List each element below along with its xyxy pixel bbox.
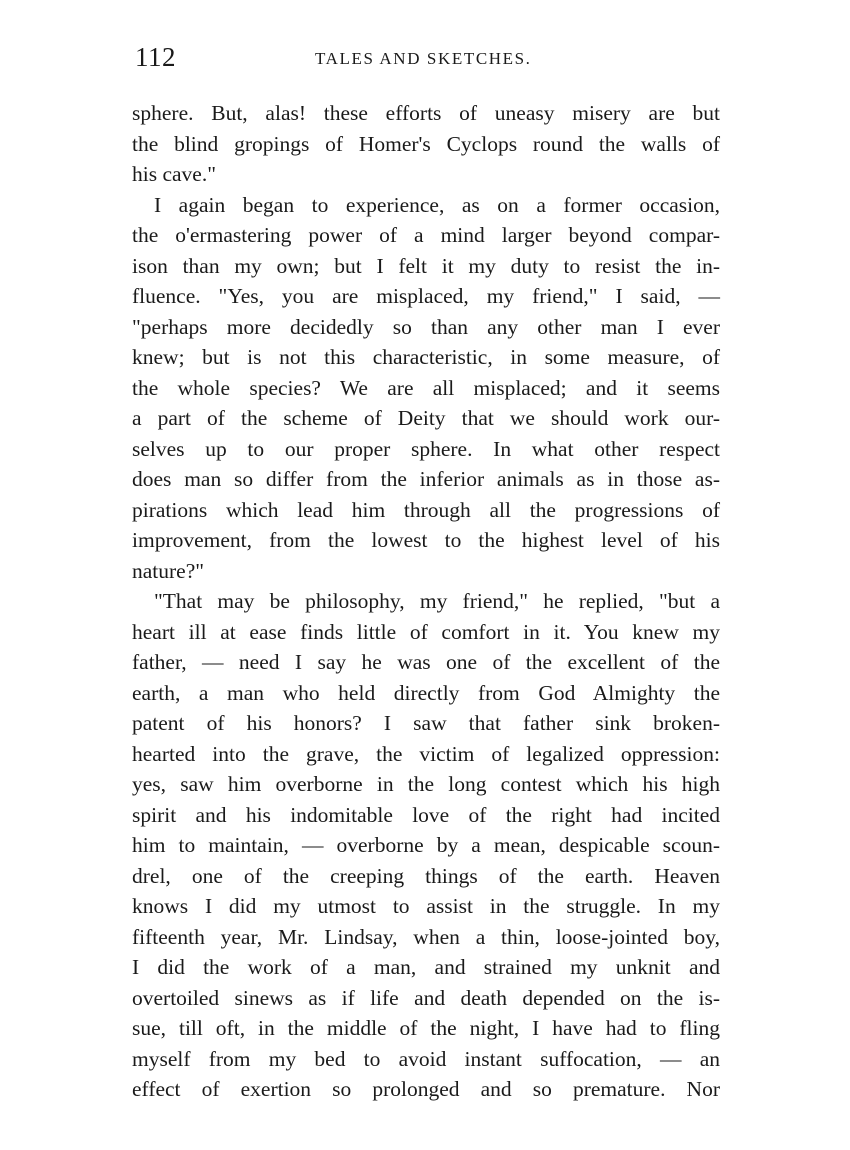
text-line: pirations which lead him through all the progressions of: [132, 497, 720, 522]
text-line: sphere. But, alas! these efforts of uneasy misery are but: [132, 101, 720, 125]
text-line: the blind gropings of Homer's Cyclops round the walls of: [132, 131, 720, 156]
text-line: I again began to experience, as on a former occasion,: [154, 192, 720, 217]
text-line: effect of exertion so prolonged and so premature. Nor: [132, 1077, 720, 1101]
text-line: patent of his honors? I saw that father sink broken-: [132, 711, 720, 735]
text-line: fifteenth year, Mr. Lindsay, when a thin, loose-jointed boy,: [132, 924, 720, 949]
running-title: TALES AND SKETCHES.: [315, 49, 532, 68]
text-line: ison than my own; but I felt it my duty to resist the in-: [132, 253, 720, 278]
text-line: a part of the scheme of Deity that we should work our-: [132, 406, 720, 430]
text-line: overtoiled sinews as if life and death depended on the is-: [132, 985, 720, 1010]
body-text: [132, 98, 720, 1105]
text-line: "perhaps more decidedly so than any other man I ever: [132, 314, 720, 339]
text-line: improvement, from the lowest to the highest level of his: [132, 528, 720, 552]
text-line: knows I did my utmost to assist in the struggle. In my: [132, 894, 720, 918]
text-line: his cave.": [132, 162, 216, 186]
text-line: the whole species? We are all misplaced; and it seems: [132, 375, 720, 400]
text-line: hearted into the grave, the victim of legalized oppression:: [132, 741, 720, 766]
text-line: the o'ermastering power of a mind larger beyond compar-: [132, 223, 720, 247]
text-line: I did the work of a man, and strained my unknit and: [132, 955, 720, 979]
text-line: does man so differ from the inferior animals as in those as-: [132, 467, 720, 491]
text-line: earth, a man who held directly from God Almighty the: [132, 680, 720, 705]
text-line: drel, one of the creeping things of the earth. Heaven: [132, 863, 720, 888]
text-line: spirit and his indomitable love of the right had incited: [132, 802, 720, 827]
text-line: myself from my bed to avoid instant suffocation, — an: [132, 1046, 720, 1071]
text-line: sue, till oft, in the middle of the night, I have had to fling: [132, 1016, 720, 1040]
text-line: nature?": [132, 558, 205, 583]
text-line: heart ill at ease finds little of comfort in it. You knew my: [132, 619, 720, 644]
text-line: "That may be philosophy, my friend," he replied, "but a: [154, 589, 720, 613]
text-line: fluence. "Yes, you are misplaced, my friend," I said, —: [132, 284, 720, 308]
page-number: 112: [135, 42, 176, 72]
text-line: selves up to our proper sphere. In what other respect: [132, 436, 720, 461]
text-line: knew; but is not this characteristic, in some measure, of: [132, 345, 720, 369]
text-line: father, — need I say he was one of the excellent of the: [132, 650, 720, 674]
text-line: him to maintain, — overborne by a mean, despicable scoun-: [132, 833, 720, 857]
text-line: yes, saw him overborne in the long contest which his high: [132, 772, 720, 796]
running-head: [135, 38, 718, 78]
